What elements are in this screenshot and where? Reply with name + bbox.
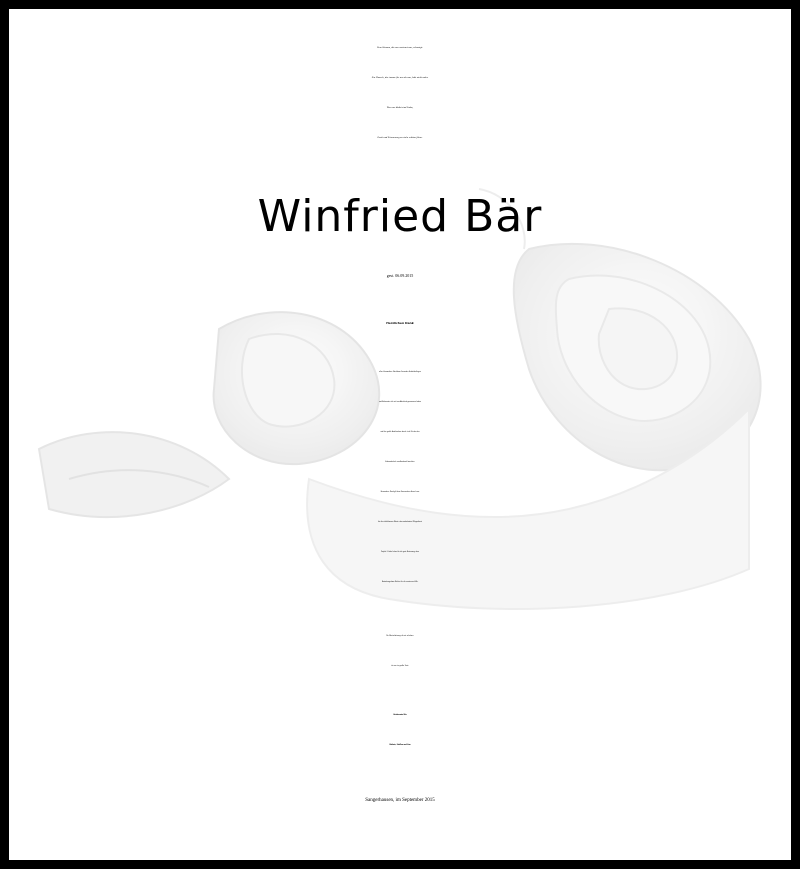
thanks-line-3: und ihre große Anteilnahme durch viele Zeichen der	[380, 432, 420, 433]
poem-line-1: Eine Stimme, die uns vertraut war, schweigt.	[377, 47, 423, 49]
poem-line-3: Was uns bleibt sind Liebe,	[386, 107, 414, 109]
signatory-2: Kathrin, Steffen und Lisa	[389, 745, 411, 746]
closing-line-2: ist uns ein großer Trost.	[391, 666, 409, 667]
notice-content	[9, 9, 791, 860]
thanks-line-8: Bestattungshaus Richter für die erwiesene Hilfe.	[381, 582, 419, 583]
thanks-line-7: Projekt 3 Liebe Leben für die gute Betreuung, dem	[380, 552, 420, 553]
date-of-death: gest. 06.09.2015	[386, 273, 414, 278]
signatory-1: Heidemarie Bär	[393, 715, 407, 716]
thanks-line-4: Verbundenheit zum Ausdruck brachten.	[385, 462, 415, 463]
thanks-heading: Herzlichen Dank	[386, 321, 414, 325]
thanks-line-2: und Bekannten, die mit uns Abschied genommen haben	[378, 402, 422, 403]
place-and-date: Sangerhausen, im September 2015	[365, 798, 435, 803]
thanks-line-1: allen Verwandten, Nachbarn, Freunden, Arbeitskollegen	[379, 372, 421, 373]
thanks-line-6: für die einfühlsamen Worte, dem ambulanten Pflegedienst	[378, 522, 422, 523]
poem-line-2: Ein Mensch, der immer für uns da war, lebt nicht mehr.	[371, 77, 429, 79]
thanks-line-5: Besonderer Dank gilt dem Trauerredner Herrn Laux	[380, 492, 420, 493]
poem-line-4: Dank und Erinnerung an viele schöne Jahre.	[377, 137, 423, 139]
deceased-name: Winfried Bär	[257, 191, 543, 242]
closing-line-1: Die Wertschätzung, die wir erfuhren,	[386, 636, 414, 637]
